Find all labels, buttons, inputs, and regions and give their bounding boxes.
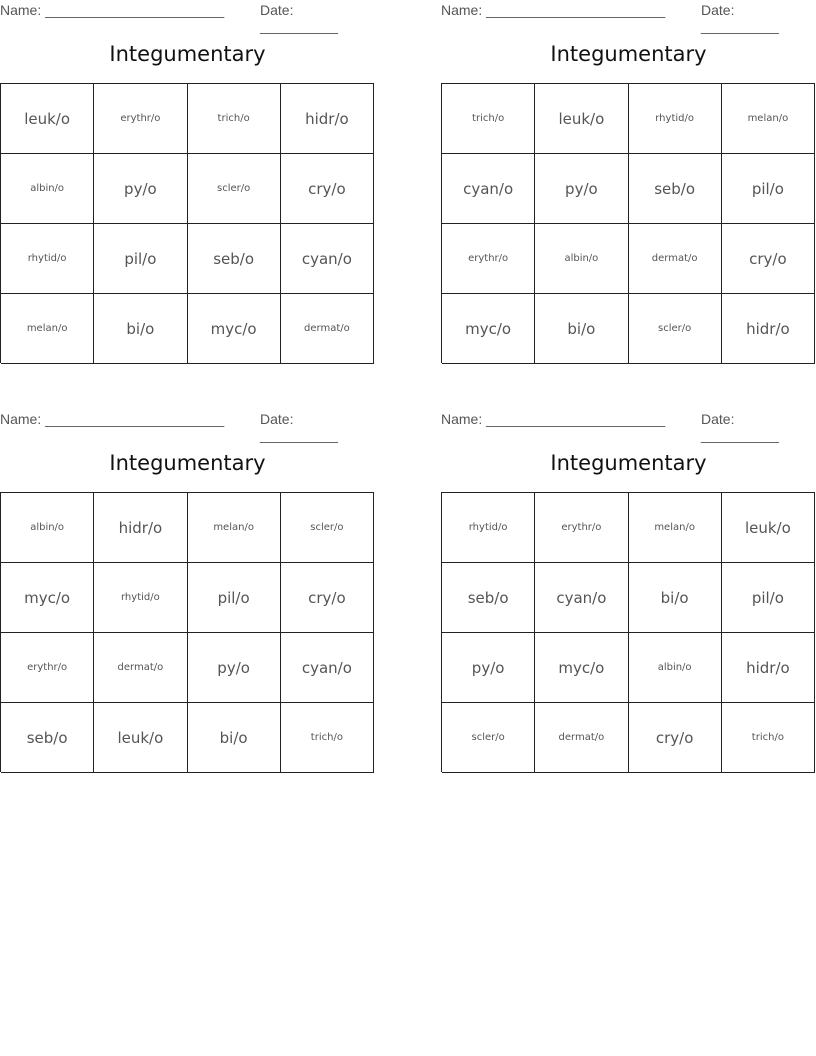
grid-cell: dermat/o [281, 294, 374, 364]
bingo-card-1 [0, 0, 375, 370]
grid-cell: myc/o [535, 633, 628, 703]
date-field-label: Date: __________ [701, 2, 779, 34]
grid-row [442, 493, 815, 563]
card-header [441, 2, 816, 34]
grid-cell: cry/o [722, 224, 815, 294]
card-title: Integumentary [109, 451, 266, 475]
grid-row [442, 633, 815, 703]
grid-row [442, 294, 815, 364]
grid-cell: seb/o [188, 224, 281, 294]
grid-cell: leuk/o [535, 84, 628, 154]
grid-cell: melan/o [722, 84, 815, 154]
grid-cell: cyan/o [281, 224, 374, 294]
grid-cell: albin/o [629, 633, 722, 703]
grid-cell: melan/o [629, 493, 722, 563]
grid-row [1, 703, 374, 773]
grid-cell: py/o [442, 633, 535, 703]
grid-cell: leuk/o [1, 84, 94, 154]
grid-cell: hidr/o [94, 493, 187, 563]
name-field-label: Name: _______________________ [441, 411, 666, 427]
grid-row [1, 154, 374, 224]
grid-cell: trich/o [188, 84, 281, 154]
card-header [0, 2, 375, 34]
grid-cell: py/o [94, 154, 187, 224]
grid-cell: myc/o [442, 294, 535, 364]
grid-cell: dermat/o [535, 703, 628, 773]
grid-cell: rhytid/o [1, 224, 94, 294]
grid-cell: leuk/o [722, 493, 815, 563]
grid-cell: py/o [188, 633, 281, 703]
grid-cell: bi/o [535, 294, 628, 364]
grid-cell: albin/o [1, 493, 94, 563]
bingo-grid [441, 83, 815, 363]
bingo-grid [0, 492, 374, 772]
grid-cell: cry/o [629, 703, 722, 773]
grid-cell: seb/o [442, 563, 535, 633]
card-title: Integumentary [550, 451, 707, 475]
date-field-label: Date: __________ [260, 411, 338, 443]
grid-cell: cry/o [281, 154, 374, 224]
grid-cell: hidr/o [722, 633, 815, 703]
grid-cell: scler/o [281, 493, 374, 563]
bingo-card-2 [441, 0, 816, 370]
card-title: Integumentary [109, 42, 266, 66]
bingo-card-4 [441, 409, 816, 779]
grid-cell: pil/o [722, 154, 815, 224]
grid-cell: melan/o [1, 294, 94, 364]
grid-row [1, 563, 374, 633]
grid-cell: scler/o [442, 703, 535, 773]
grid-cell: bi/o [629, 563, 722, 633]
name-field-label: Name: _______________________ [0, 2, 225, 18]
grid-cell: albin/o [535, 224, 628, 294]
date-field-label: Date: __________ [701, 411, 779, 443]
card-title: Integumentary [550, 42, 707, 66]
grid-cell: hidr/o [281, 84, 374, 154]
grid-cell: trich/o [722, 703, 815, 773]
grid-cell: cyan/o [442, 154, 535, 224]
grid-cell: pil/o [722, 563, 815, 633]
grid-cell: bi/o [188, 703, 281, 773]
grid-row [442, 563, 815, 633]
grid-row [442, 224, 815, 294]
grid-cell: myc/o [1, 563, 94, 633]
card-header [0, 411, 375, 443]
date-field-label: Date: __________ [260, 2, 338, 34]
grid-cell: albin/o [1, 154, 94, 224]
grid-cell: erythr/o [442, 224, 535, 294]
card-header [441, 411, 816, 443]
grid-cell: seb/o [1, 703, 94, 773]
grid-cell: dermat/o [94, 633, 187, 703]
grid-cell: trich/o [442, 84, 535, 154]
grid-cell: seb/o [629, 154, 722, 224]
grid-cell: hidr/o [722, 294, 815, 364]
grid-cell: py/o [535, 154, 628, 224]
grid-cell: cyan/o [281, 633, 374, 703]
name-field-label: Name: _______________________ [441, 2, 666, 18]
grid-cell: cyan/o [535, 563, 628, 633]
grid-cell: erythr/o [94, 84, 187, 154]
name-field-label: Name: _______________________ [0, 411, 225, 427]
grid-cell: cry/o [281, 563, 374, 633]
bingo-grid [0, 83, 374, 363]
grid-row [1, 294, 374, 364]
grid-cell: pil/o [188, 563, 281, 633]
grid-row [1, 84, 374, 154]
grid-cell: myc/o [188, 294, 281, 364]
grid-cell: bi/o [94, 294, 187, 364]
grid-row [442, 154, 815, 224]
grid-cell: dermat/o [629, 224, 722, 294]
grid-cell: scler/o [188, 154, 281, 224]
grid-cell: scler/o [629, 294, 722, 364]
grid-row [442, 703, 815, 773]
grid-cell: pil/o [94, 224, 187, 294]
grid-row [1, 633, 374, 703]
grid-cell: erythr/o [1, 633, 94, 703]
grid-cell: melan/o [188, 493, 281, 563]
bingo-grid [441, 492, 815, 772]
grid-cell: rhytid/o [94, 563, 187, 633]
grid-row [1, 493, 374, 563]
bingo-card-3 [0, 409, 375, 779]
grid-cell: rhytid/o [442, 493, 535, 563]
grid-cell: erythr/o [535, 493, 628, 563]
grid-cell: trich/o [281, 703, 374, 773]
grid-row [1, 224, 374, 294]
grid-cell: leuk/o [94, 703, 187, 773]
grid-cell: rhytid/o [629, 84, 722, 154]
grid-row [442, 84, 815, 154]
